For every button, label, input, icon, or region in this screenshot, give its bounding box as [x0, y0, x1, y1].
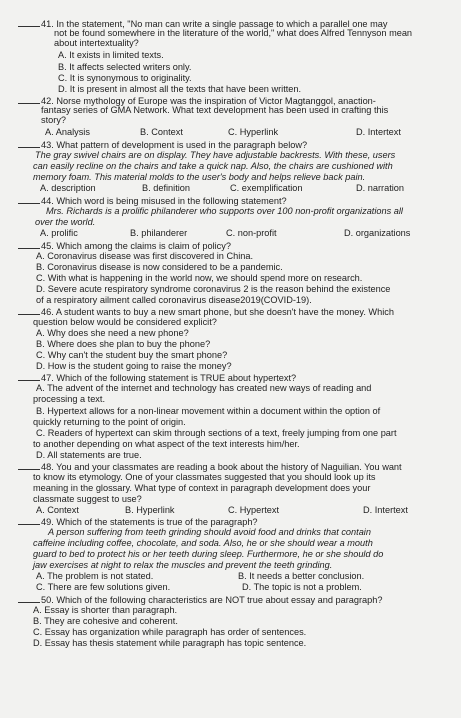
passage: Mrs. Richards is a prolific philanderer who supports over 100 non-profit organizations all — [46, 206, 403, 216]
answer-blank[interactable] — [18, 240, 40, 249]
option-c: C. Why can't the student buy the smart phone? — [36, 350, 228, 360]
answer-blank[interactable] — [18, 461, 40, 470]
passage: jaw exercises at night to relax the muscles and prevent the teeth grinding. — [33, 560, 333, 570]
option-c: C. Essay has organization while paragraph has order of sentences. — [33, 627, 307, 637]
option-a: A. prolific — [40, 228, 78, 238]
option-c: C. Hyperlink — [228, 127, 279, 137]
option-b: B. It needs a better conclusion. — [238, 571, 365, 581]
option-d: D. The topic is not a problem. — [242, 582, 362, 592]
option-a: A. The advent of the internet and technology has created new ways of reading and — [36, 383, 372, 393]
option-a: A. It exists in limited texts. — [58, 50, 164, 60]
answer-blank[interactable] — [18, 372, 40, 381]
answer-blank[interactable] — [18, 18, 40, 27]
option-b: B. Coronavirus disease is now considered to be a pandemic. — [36, 262, 283, 272]
option-b: B. It affects selected writers only. — [58, 62, 192, 72]
option-a: A. Context — [36, 505, 79, 515]
option-d: D. Essay has thesis statement while paragraph has topic sentence. — [33, 638, 307, 648]
option-c: C. exemplification — [230, 183, 303, 193]
option-a: A. Why does she need a new phone? — [36, 328, 189, 338]
option-b: B. They are cohesive and coherent. — [33, 616, 178, 626]
option-d: D. It is present in almost all the texts that have been written. — [58, 84, 302, 94]
option-d: D. narration — [356, 183, 405, 193]
option-a: A. Essay is shorter than paragraph. — [33, 605, 178, 615]
answer-blank[interactable] — [18, 516, 40, 525]
passage: over the world. — [35, 217, 96, 227]
option-a: A. description — [40, 183, 96, 193]
option-d: D. organizations — [344, 228, 411, 238]
option-c: C. non-profit — [226, 228, 277, 238]
option-c: C. It is synonymous to originality. — [58, 73, 192, 83]
option-c: C. With what is happening in the world now, we should spend more on research. — [36, 273, 363, 283]
option-d: D. Intertext — [356, 127, 401, 137]
option-a: A. Coronavirus disease was first discovered in China. — [36, 251, 254, 261]
option-d: D. Intertext — [363, 505, 408, 515]
worksheet-page: 41. In the statement, "No man can write a single passage to which a parallel one may not be found somewhere in the literature of the world," what does Alfred Tennyson mean about intertextuality? A. It exists in limited texts. B. It affects selected writers only. C. It is synonymous to originality. D. It is present in almost all the texts that have been written. 42. Norse mythology of Europe was the inspiration of Victor Magtanggol, anaction- fantasy series of GMA Network. What text development has been used in crafting this story? A. Analysis B. Context C. Hyperlink D. Intertext 43. What pattern of development is used in the paragraph below? The gray swivel chairs are on display. They have adjustable backrests. With these, users can easily recline on the chairs and take a quick nap. Also, the chairs are cushioned with memory foam. This material molds to the user's body and helps relieve back pain. A. description B. definition C. exemplification D. narration 44. Which word is being misused in the following statement? Mrs. Richards is a prolific philanderer who supports over 100 non-profit organizations all over the world. A. prolific B. philanderer C. non-profit D. organizations 45. Which among the claims is claim of policy? A. Coronavirus disease was first discovered in China. B. Coronavirus disease is now considered to be a pandemic. C. With what is happening in the world now, we should spend more on research. D. Severe acute respiratory syndrome coronavirus 2 is the reason behind the existence of a respiratory ailment called coronavirus disease2019(COVID-19). 46. A student wants to buy a new smart phone, but she doesn't have the money. Which question below would be considered explicit? A. Why does she need a new phone? B. Where does she plan to buy the phone? C. Why can't the student buy the smart phone? D. How is the student going to raise the money? 47. Which of the following statement is TRUE about hypertext? A. The advent of the internet and technology has created new ways of reading and processing a text. B. Hypertext allows for a non-linear movement within a document within the option of quickly returning to the point of origin. C. Readers of hypertext can skim through sections of a text, freely jumping from one part to another depending on what aspect of the text interests him/her. D. All statements are true. 48. You and your classmates are reading a book about the history of Naguilian. You want to know its etymology. One of your classmates suggested that you should look up its meaning in the glossary. What type of context in paragraph development does your classmate suggest to use? A. Context B. Hyperlink C. Hypertext D. Intertext 49. Which of the statements is true of the paragraph? A person suffering from teeth grinding should avoid food and drinks that contain caffeine including coffee, chocolate, and soda. Also, he or she should wear a mouth guard to bed to protect his or her teeth during sleep. Furthermore, he or she should do jaw exercises at night to relax the muscles and prevent the teeth grinding. A. The problem is not stated. B. It needs a better conclusion. C. There are few solutions given. D. The topic is not a problem. 50. Which of the following characteristics are NOT true about essay and paragraph? A. Essay is shorter than paragraph. B. They are cohesive and coherent. C. Essay has organization while paragraph has order of sentences. D. Essay has thesis statement while paragraph has topic sentence. — [0, 0, 461, 718]
option-b: B. philanderer — [130, 228, 188, 238]
option-d: D. How is the student going to raise the money? — [36, 361, 232, 371]
option-b: B. Where does she plan to buy the phone? — [36, 339, 211, 349]
option-b: B. Hyperlink — [125, 505, 175, 515]
passage: The gray swivel chairs are on display. They have adjustable backrests. With these, users — [35, 150, 396, 160]
answer-blank[interactable] — [18, 139, 40, 148]
passage: A person suffering from teeth grinding should avoid food and drinks that contain — [48, 527, 371, 537]
option-c: C. Hypertext — [228, 505, 280, 515]
answer-blank[interactable] — [18, 306, 40, 315]
option-d: D. Severe acute respiratory syndrome coronavirus 2 is the reason behind the existence — [36, 284, 391, 294]
answer-blank[interactable] — [18, 195, 40, 204]
option-c: C. Readers of hypertext can skim through sections of a text, freely jumping from one part — [36, 428, 397, 438]
passage: caffeine including coffee, chocolate, and soda. Also, he or she should wear a mouth — [33, 538, 373, 548]
passage: guard to bed to protect his or her teeth during sleep. Furthermore, he or she should do — [33, 549, 384, 559]
option-c: C. There are few solutions given. — [36, 582, 171, 592]
option-d: D. All statements are true. — [36, 450, 142, 460]
option-a: A. Analysis — [45, 127, 90, 137]
passage: can easily recline on the chairs and take a quick nap. Also, the chairs are cushioned with — [33, 161, 393, 171]
answer-blank[interactable] — [18, 95, 40, 104]
option-b: B. Context — [140, 127, 183, 137]
option-b: B. definition — [142, 183, 191, 193]
answer-blank[interactable] — [18, 594, 40, 603]
option-b: B. Hypertext allows for a non-linear movement within a document within the option of — [36, 406, 381, 416]
passage: memory foam. This material molds to the user's body and helps relieve back pain. — [33, 172, 366, 182]
option-a: A. The problem is not stated. — [36, 571, 154, 581]
